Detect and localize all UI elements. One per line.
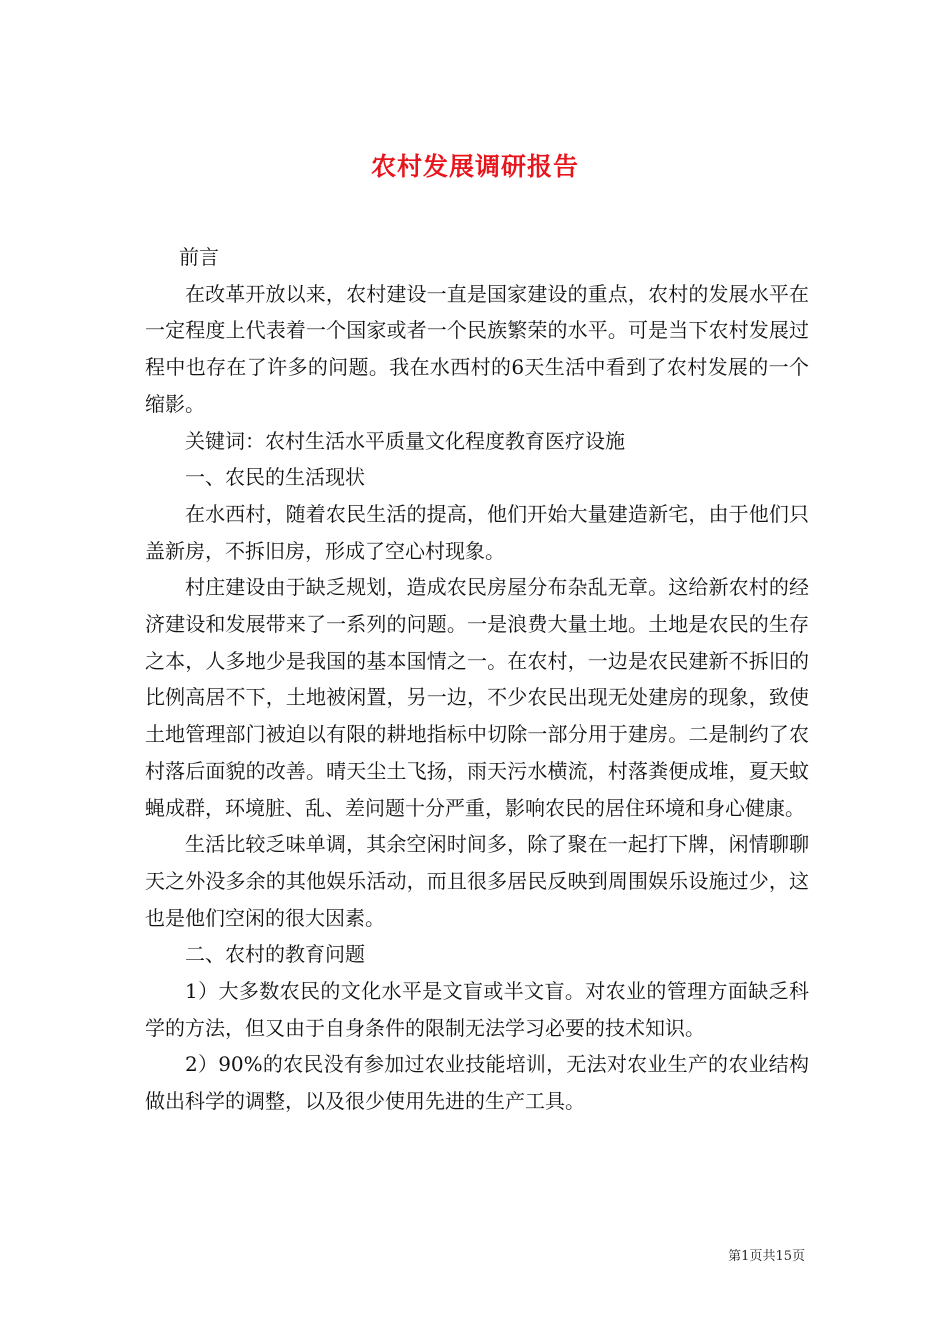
page-title: 农村发展调研报告: [370, 151, 579, 181]
intro-paragraph: 在改革开放以来，农村建设一直是国家建设的重点，农村的发展水平在一定程度上代表着一个国家或者一个民族繁荣的水平。可是当下农村发展过程中也存在了许多的问题。我在水西村的6天生活中看到了农村发展的一个缩影。: [145, 281, 809, 416]
section-heading-1: 一、农民的生活现状: [185, 465, 365, 490]
document-body: [145, 239, 809, 1120]
paragraph-1: 在水西村，随着农民生活的提高，他们开始大量建造新宅，由于他们只盖新房，不拆旧房，形成了空心村现象。: [145, 501, 809, 563]
preface-heading: 前言: [179, 245, 219, 269]
paragraph-2: 村庄建设由于缺乏规划，造成农民房屋分布杂乱无章。这给新农村的经济建设和发展带来了一系列的问题。一是浪费大量土地。土地是农民的生存之本，人多地少是我国的基本国情之一。在农村，一边是农民建新不拆旧的比例高居不下，土地被闲置，另一边，不少农民出现无处建房的现象，致使土地管理部门被迫以有限的耕地指标中切除一部分用于建房。二是制约了农村落后面貌的改善。晴天尘土飞扬，雨天污水横流，村落粪便成堆，夏天蚊蝇成群，环境脏、乱、差问题十分严重，影响农民的居住环境和身心健康。: [145, 575, 809, 820]
keywords-line: 关键词：农村生活水平质量文化程度教育医疗设施: [185, 428, 625, 453]
paragraph-4: 1）大多数农民的文化水平是文盲或半文盲。对农业的管理方面缺乏科学的方法，但又由于自身条件的限制无法学习必要的技术知识。: [145, 979, 809, 1040]
page-number-footer: 第1页共15页: [728, 1249, 805, 1264]
paragraph-3: 生活比较乏味单调，其余空闲时间多，除了聚在一起打下牌，闲情聊聊天之外没多余的其他娱乐活动，而且很多居民反映到周围娱乐设施过少，这也是他们空闲的很大因素。: [145, 832, 809, 930]
paragraph-5: 2）90%的农民没有参加过农业技能培训，无法对农业生产的农业结构做出科学的调整，以及很少使用先进的生产工具。: [145, 1052, 809, 1114]
section-heading-2: 二、农村的教育问题: [185, 942, 365, 967]
